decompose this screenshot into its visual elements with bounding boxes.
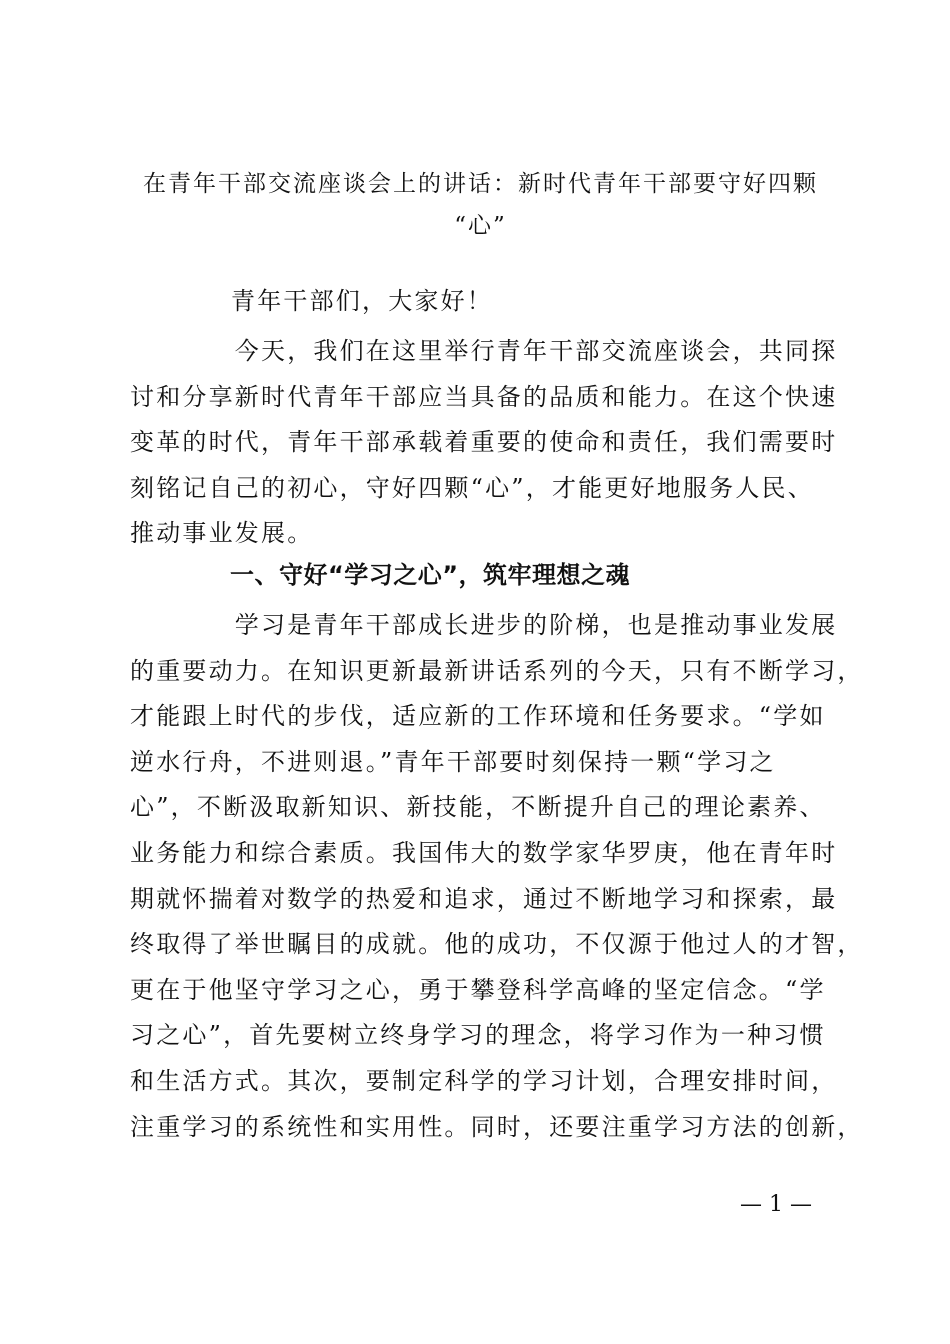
paragraph-line: 刻铭记自己的初心，守好四颗“心”，才能更好地服务人民、 (130, 473, 814, 502)
paragraph-line: 学习是青年干部成长进步的阶梯，也是推动事业发展 (130, 611, 838, 639)
title-line: 在青年干部交流座谈会上的讲话：新时代青年干部要守好四颗 (143, 171, 818, 197)
paragraph-line: 变革的时代，青年干部承载着重要的使命和责任，我们需要时 (130, 428, 838, 457)
paragraph-line: 习之心”，首先要树立终身学习的理念，将学习作为一种习惯 (130, 1021, 826, 1050)
paragraph-line: 终取得了举世瞩目的成就。他的成功，不仅源于他过人的才智， (130, 930, 864, 959)
paragraph-line: 的重要动力。在知识更新最新讲话系列的今天，只有不断学习， (130, 656, 864, 685)
section-paragraph (130, 603, 864, 1150)
page-number: — 1 — (740, 1192, 812, 1217)
paragraph-line: 业务能力和综合素质。我国伟大的数学家华罗庚，他在青年时 (130, 838, 838, 867)
paragraph-line: 今天，我们在这里举行青年干部交流座谈会，共同探 (130, 337, 838, 365)
paragraph-line: 和生活方式。其次，要制定科学的学习计划，合理安排时间， (130, 1066, 838, 1095)
title-line: “心” (454, 213, 507, 239)
section-heading: 一、守好“学习之心”，筑牢理想之魂 (230, 561, 631, 589)
paragraph-line: 注重学习的系统性和实用性。同时，还要注重学习方法的创新， (130, 1112, 864, 1141)
paragraph-line: 更在于他坚守学习之心，勇于攀登科学高峰的坚定信念。“学 (130, 975, 826, 1004)
paragraph-line: 逆水行舟，不进则退。”青年干部要时刻保持一颗“学习之 (130, 747, 776, 776)
greeting: 青年干部们，大家好！ (231, 287, 493, 315)
paragraph-line: 期就怀揣着对数学的热爱和追求，通过不断地学习和探索，最 (130, 884, 838, 913)
paragraph-line: 才能跟上时代的步伐，适应新的工作环境和任务要求。“学如 (130, 702, 826, 731)
intro-paragraph (130, 329, 838, 557)
paragraph-line: 心”，不断汲取新知识、新技能，不断提升自己的理论素养、 (130, 793, 826, 822)
paragraph-line: 讨和分享新时代青年干部应当具备的品质和能力。在这个快速 (130, 382, 838, 411)
document-title (128, 163, 833, 247)
paragraph-line: 推动事业发展。 (130, 519, 314, 548)
